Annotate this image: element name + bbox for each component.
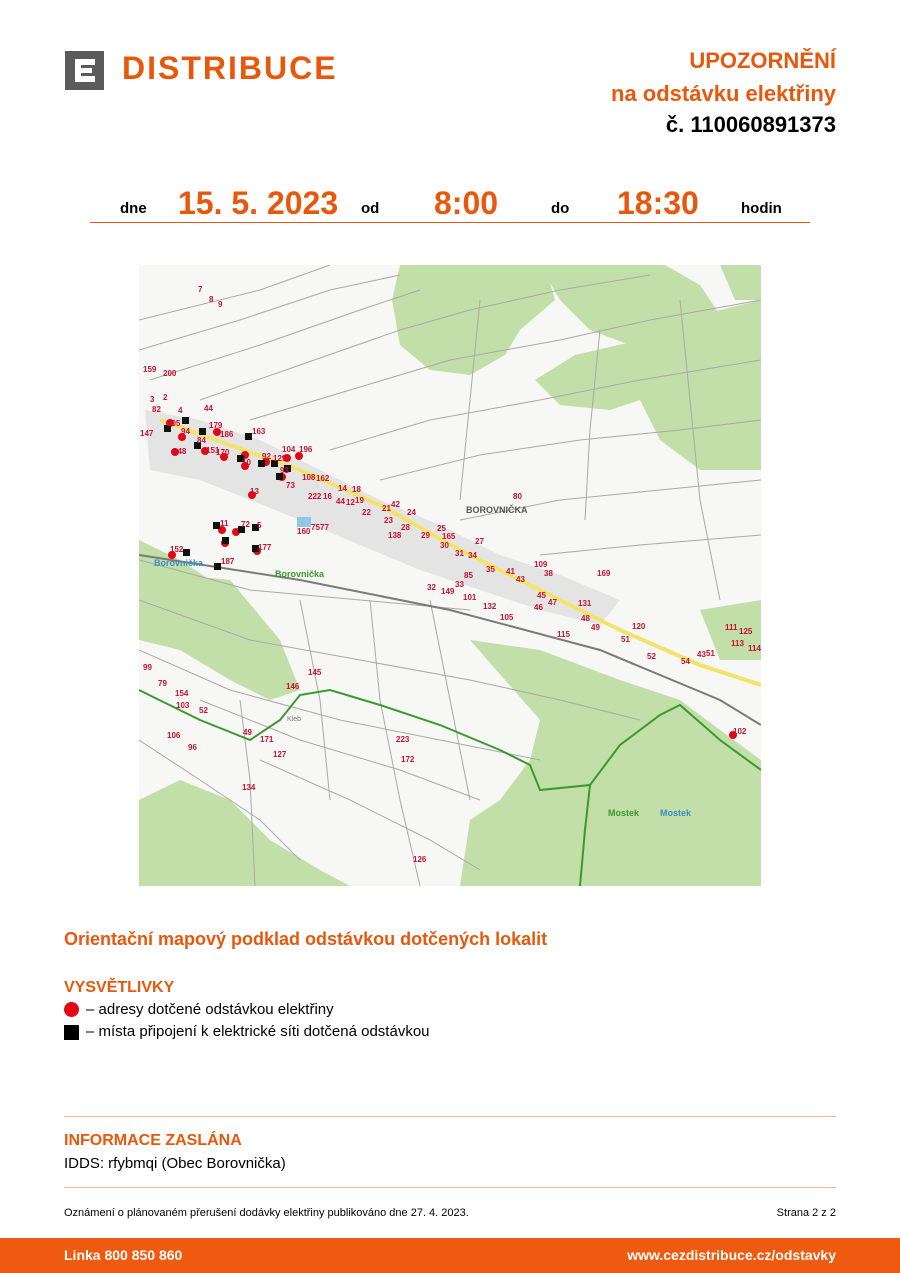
house-number: 93 — [280, 466, 289, 475]
house-number: 14 — [338, 484, 347, 493]
house-number: 42 — [391, 500, 400, 509]
house-number: 46 — [534, 603, 543, 612]
house-number: 103 — [176, 701, 190, 710]
house-number: 109 — [534, 560, 548, 569]
house-number: 152 — [170, 545, 184, 554]
house-number: 18 — [352, 485, 361, 494]
house-number: 73 — [286, 481, 295, 490]
house-number: 25 — [437, 524, 446, 533]
house-number: 12 — [346, 498, 355, 507]
house-number: 177 — [258, 543, 272, 552]
house-number: 162 — [316, 474, 330, 483]
house-number: 125 — [739, 627, 753, 636]
house-number: 19 — [355, 496, 364, 505]
house-number: 114 — [748, 644, 761, 653]
od-label: od — [361, 200, 380, 217]
house-number: 147 — [140, 429, 154, 438]
notice-number: č. 110060891373 — [665, 112, 836, 137]
black-square-icon — [64, 1025, 79, 1040]
house-number: 132 — [483, 602, 497, 611]
house-number: 43 — [697, 650, 706, 659]
house-number: 22 — [362, 508, 371, 517]
house-number: 154 — [175, 689, 189, 698]
house-number: 23 — [384, 516, 393, 525]
house-number: 169 — [597, 569, 611, 578]
map-label-mostek-water: Mostek — [660, 808, 692, 818]
house-number: 96 — [188, 743, 197, 752]
map-caption: Orientační mapový podklad odstávkou dotčených lokalit — [64, 929, 548, 949]
house-number: 146 — [286, 682, 300, 691]
house-number: 102 — [733, 727, 747, 736]
house-number: 27 — [475, 537, 484, 546]
house-number: 205 — [167, 419, 181, 428]
date-divider — [90, 222, 810, 223]
house-number: 131 — [578, 599, 592, 608]
house-number: 28 — [401, 523, 410, 532]
house-number: 82 — [152, 405, 161, 414]
house-number: 33 — [455, 580, 464, 589]
house-number: 79 — [158, 679, 167, 688]
house-number: 47 — [548, 598, 557, 607]
house-number: 48 — [581, 614, 590, 623]
house-number: 99 — [143, 663, 152, 672]
house-number: 8 — [209, 295, 214, 304]
house-number: 41 — [506, 567, 515, 576]
house-number: 3 — [150, 395, 155, 404]
dne-label: dne — [120, 200, 147, 217]
house-number: 222 — [308, 492, 322, 501]
website-link[interactable]: www.cezdistribuce.cz/odstavky — [627, 1247, 836, 1263]
house-number: 35 — [486, 565, 495, 574]
map-label-borovnicka-water: Borovnička — [154, 558, 204, 568]
house-number: 72 — [241, 520, 250, 529]
house-number: 120 — [632, 622, 646, 631]
house-number: 16 — [323, 492, 332, 501]
house-number: 160 — [297, 527, 311, 536]
legend-title: VYSVĚTLIVKY — [64, 979, 175, 996]
map-label-borovnicka-village: BOROVNIČKA — [466, 505, 528, 515]
hodin-label: hodin — [741, 200, 782, 217]
house-number: 171 — [260, 735, 274, 744]
house-number: 108 — [302, 473, 316, 482]
map-label-mostek-area: Mostek — [608, 808, 640, 818]
house-number: 54 — [681, 657, 690, 666]
house-number: 187 — [221, 557, 235, 566]
house-number: 163 — [252, 427, 266, 436]
house-number: 2 — [163, 393, 168, 402]
house-number: 223 — [396, 735, 410, 744]
divider-top — [64, 1116, 836, 1117]
house-number: 106 — [167, 731, 181, 740]
house-number: 51 — [621, 635, 630, 644]
brand-name: DISTRIBUCE — [122, 50, 338, 86]
house-number: 52 — [647, 652, 656, 661]
house-number: 13 — [250, 487, 259, 496]
map-label-borovnicka-area: Borovnička — [275, 569, 325, 579]
outage-date: 15. 5. 2023 — [178, 185, 339, 221]
legend-item-addresses: – adresy dotčené odstávkou elektřiny — [86, 1001, 334, 1018]
house-number: 111 — [725, 623, 738, 632]
house-number: 101 — [463, 593, 477, 602]
house-number: 31 — [455, 549, 464, 558]
house-number: 115 — [557, 630, 570, 639]
house-number: 138 — [388, 531, 402, 540]
house-number: 11 — [220, 519, 229, 528]
house-number: 113 — [731, 639, 744, 648]
info-title: INFORMACE ZASLÁNA — [64, 1132, 242, 1149]
house-number: 4 — [178, 406, 183, 415]
house-number: 92 — [262, 452, 271, 461]
house-number: 85 — [464, 571, 473, 580]
house-number: 30 — [440, 541, 449, 550]
house-number: 45 — [537, 591, 546, 600]
house-number: 38 — [544, 569, 553, 578]
house-number: 129 — [273, 454, 287, 463]
house-number: 172 — [401, 755, 415, 764]
footer-bar — [0, 1238, 900, 1273]
house-number: 84 — [197, 436, 206, 445]
house-number: 170 — [216, 448, 230, 457]
publication-notice: Oznámení o plánovaném přerušení dodávky elektřiny publikováno dne 27. 4. 2023. — [64, 1207, 469, 1219]
house-number: 49 — [243, 728, 252, 737]
house-number: 196 — [299, 445, 313, 454]
house-number: 127 — [273, 750, 287, 759]
house-number: 49 — [591, 623, 600, 632]
house-number: 34 — [468, 551, 477, 560]
house-number: 186 — [220, 430, 234, 439]
hotline-text: Linka 800 850 860 — [64, 1247, 183, 1263]
time-from: 8:00 — [434, 185, 499, 221]
house-number: 5 — [257, 521, 262, 530]
house-number: 52 — [199, 706, 208, 715]
house-number: 94 — [181, 427, 190, 436]
pond — [297, 517, 311, 527]
page-indicator: Strana 2 z 2 — [776, 1207, 836, 1219]
divider-bottom — [64, 1187, 836, 1188]
house-number: 104 — [282, 445, 296, 454]
notice-subtitle: na odstávku elektřiny — [611, 81, 836, 106]
house-number: 24 — [407, 508, 416, 517]
map-label-kleb: Kleb — [287, 716, 302, 723]
house-number: 10 — [242, 458, 251, 467]
house-number: 80 — [513, 492, 522, 501]
outage-map — [139, 265, 761, 886]
house-number: 159 — [143, 365, 157, 374]
house-number: 126 — [413, 855, 427, 864]
house-number: 43 — [516, 575, 525, 584]
house-number: 51 — [706, 649, 715, 658]
house-number: 105 — [500, 613, 514, 622]
house-number: 29 — [421, 531, 430, 540]
house-number: 75 — [311, 523, 320, 532]
house-number: 145 — [308, 668, 322, 677]
house-number: 165 — [442, 532, 456, 541]
house-number: 179 — [209, 421, 223, 430]
red-dot-icon — [64, 1002, 79, 1017]
house-number: 9 — [218, 300, 223, 309]
info-text: IDDS: rfybmqi (Obec Borovnička) — [64, 1155, 286, 1172]
notice-title: UPOZORNĚNÍ — [689, 48, 836, 73]
time-to: 18:30 — [617, 185, 699, 221]
house-number: 148 — [173, 447, 187, 456]
house-number: 21 — [382, 504, 391, 513]
house-number: 151 — [206, 446, 220, 455]
house-number: 77 — [320, 523, 329, 532]
house-number: 134 — [242, 783, 256, 792]
house-number: 44 — [336, 497, 345, 506]
do-label: do — [551, 200, 570, 217]
house-number: 44 — [204, 404, 213, 413]
house-number: 7 — [198, 285, 203, 294]
house-number: 32 — [427, 583, 436, 592]
house-number: 149 — [441, 587, 455, 596]
house-number: 200 — [163, 369, 177, 378]
legend-item-connections: – místa připojení k elektrické síti dotčená odstávkou — [86, 1023, 430, 1040]
cez-logo-icon — [65, 51, 104, 90]
